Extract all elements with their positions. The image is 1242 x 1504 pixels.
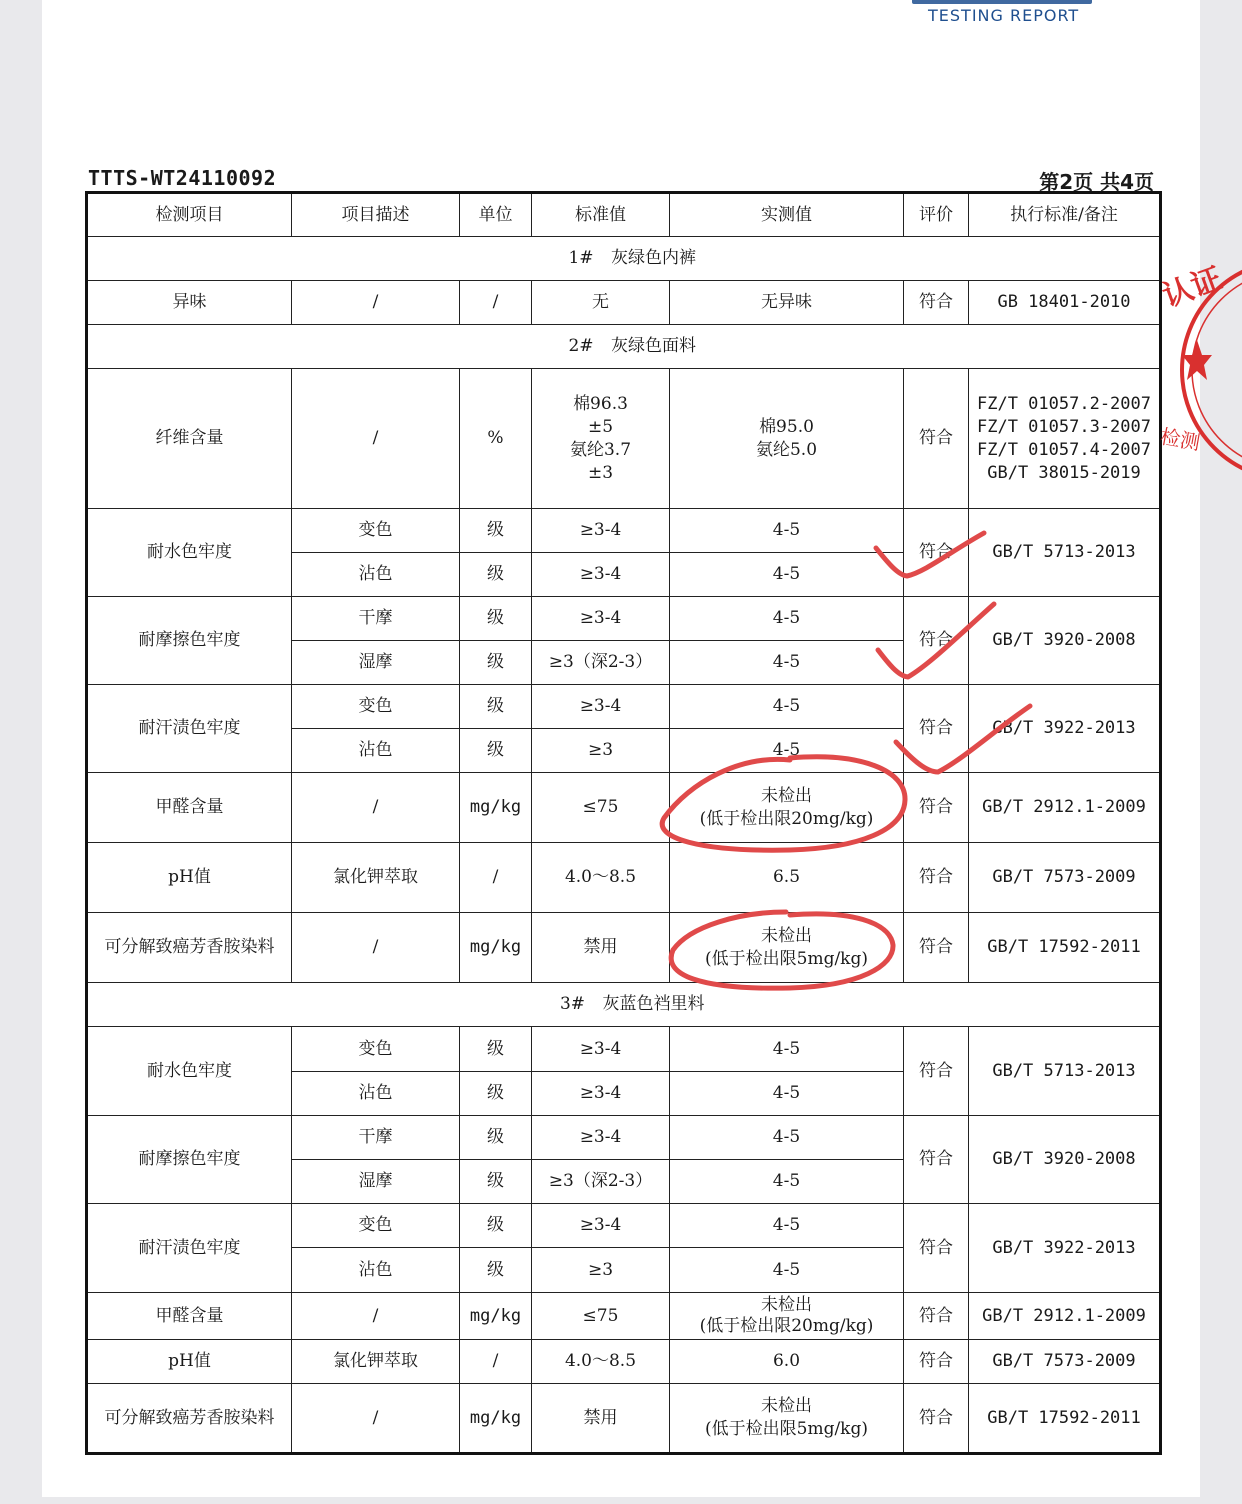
desc-cell: 沾色	[292, 553, 460, 597]
table-row	[87, 1293, 1161, 1340]
ref-cell: GB/T 3920-2008	[969, 597, 1161, 685]
eval-cell: 符合	[904, 1027, 969, 1116]
eval-cell: 符合	[904, 1340, 969, 1384]
std-cell: ≥3-4	[532, 1204, 670, 1248]
header-cell: 评价	[904, 193, 969, 237]
measured-cell: 无异味	[670, 281, 904, 325]
desc-cell: /	[292, 913, 460, 983]
item-cell: 异味	[87, 281, 292, 325]
item-cell: 耐汗渍色牢度	[87, 685, 292, 773]
header-cell: 项目描述	[292, 193, 460, 237]
desc-cell: 变色	[292, 685, 460, 729]
item-cell: 耐摩擦色牢度	[87, 1116, 292, 1204]
std-cell: ≤75	[532, 773, 670, 843]
table-row	[87, 1027, 1161, 1072]
ref-cell: GB/T 17592-2011	[969, 913, 1161, 983]
item-cell: 耐汗渍色牢度	[87, 1204, 292, 1293]
measured-line: (低于检出限5mg/kg)	[705, 948, 868, 969]
ref-cell: GB/T 5713-2013	[969, 1027, 1161, 1116]
std-cell: 4.0～8.5	[532, 843, 670, 913]
table-row	[87, 1116, 1161, 1160]
ref-line: FZ/T 01057.2-2007	[977, 393, 1151, 414]
measured-cell: 4-5	[670, 1116, 904, 1160]
section-row	[87, 237, 1161, 281]
item-cell: 纤维含量	[87, 369, 292, 509]
eval-cell: 符合	[904, 1384, 969, 1454]
section-number: 2#	[568, 336, 594, 356]
std-cell: 禁用	[532, 1384, 670, 1454]
page-indicator: 第2页 共4页	[1039, 170, 1154, 194]
item-cell: 甲醛含量	[87, 773, 292, 843]
measured-line: (低于检出限20mg/kg)	[699, 808, 874, 829]
desc-cell: 变色	[292, 509, 460, 553]
svg-text:检测: 检测	[1158, 424, 1203, 455]
desc-cell: /	[292, 1384, 460, 1454]
measured-cell: 6.0	[670, 1340, 904, 1384]
std-line: 氨纶3.7	[569, 439, 632, 460]
desc-cell: 氯化钾萃取	[292, 843, 460, 913]
brand-subtitle: TESTING REPORT	[928, 6, 1080, 25]
section-number: 1#	[568, 248, 594, 268]
measured-cell: 4-5	[670, 553, 904, 597]
unit-cell: 级	[460, 1116, 532, 1160]
std-cell: 禁用	[532, 913, 670, 983]
section-number: 3#	[559, 994, 586, 1014]
section-name: 灰蓝色裆里料	[602, 994, 705, 1014]
measured-cell: 4-5	[670, 1248, 904, 1293]
table-row	[87, 913, 1161, 983]
measured-cell	[670, 913, 904, 983]
unit-cell: 级	[460, 1027, 532, 1072]
measured-cell: 4-5	[670, 1204, 904, 1248]
desc-cell: 沾色	[292, 1072, 460, 1116]
unit-cell: mg/kg	[460, 1293, 532, 1340]
measured-cell	[670, 369, 904, 509]
ref-cell: GB/T 3922-2013	[969, 685, 1161, 773]
measured-line: 棉95.0	[759, 416, 814, 437]
std-cell: ≥3-4	[532, 553, 670, 597]
measured-cell: 6.5	[670, 843, 904, 913]
unit-cell: 级	[460, 729, 532, 773]
desc-cell: 湿摩	[292, 1160, 460, 1204]
desc-cell: 变色	[292, 1027, 460, 1072]
std-cell: ≤75	[532, 1293, 670, 1340]
ref-cell: GB/T 7573-2009	[969, 843, 1161, 913]
unit-cell: 级	[460, 553, 532, 597]
std-line: ±5	[587, 416, 614, 437]
ref-line: FZ/T 01057.3-2007	[977, 416, 1151, 437]
section-name: 灰绿色面料	[611, 336, 696, 356]
ref-cell	[969, 369, 1161, 509]
item-cell: pH值	[87, 843, 292, 913]
table-row	[87, 773, 1161, 843]
desc-cell: 湿摩	[292, 641, 460, 685]
ref-line: FZ/T 01057.4-2007	[977, 439, 1151, 460]
measured-cell: 4-5	[670, 1027, 904, 1072]
eval-cell: 符合	[904, 509, 969, 597]
unit-cell: 级	[460, 1204, 532, 1248]
eval-cell: 符合	[904, 281, 969, 325]
measured-cell: 4-5	[670, 685, 904, 729]
item-cell: 可分解致癌芳香胺染料	[87, 913, 292, 983]
table-row	[87, 843, 1161, 913]
desc-cell: 沾色	[292, 1248, 460, 1293]
unit-cell: mg/kg	[460, 1384, 532, 1454]
unit-cell: /	[460, 843, 532, 913]
report-number: TTTS-WT24110092	[88, 166, 277, 190]
section-row	[87, 325, 1161, 369]
measured-cell	[670, 773, 904, 843]
measured-cell: 4-5	[670, 597, 904, 641]
table-row	[87, 597, 1161, 641]
std-cell: ≥3-4	[532, 685, 670, 729]
std-cell: ≥3	[532, 729, 670, 773]
unit-cell: /	[460, 281, 532, 325]
measured-cell: 4-5	[670, 1160, 904, 1204]
eval-cell: 符合	[904, 843, 969, 913]
table-row	[87, 1204, 1161, 1248]
measured-cell	[670, 1384, 904, 1454]
measured-cell	[670, 1293, 904, 1340]
table-row	[87, 509, 1161, 553]
measured-line: (低于检出限20mg/kg)	[699, 1316, 874, 1336]
eval-cell: 符合	[904, 369, 969, 509]
table-row	[87, 1384, 1161, 1454]
measured-line: 未检出	[761, 785, 812, 806]
std-cell: ≥3	[532, 1248, 670, 1293]
std-cell: ≥3-4	[532, 597, 670, 641]
measured-cell: 4-5	[670, 1072, 904, 1116]
item-cell: 可分解致癌芳香胺染料	[87, 1384, 292, 1454]
header-cell: 检测项目	[87, 193, 292, 237]
std-cell	[532, 369, 670, 509]
ref-cell: GB/T 2912.1-2009	[969, 1293, 1161, 1340]
desc-cell: 干摩	[292, 1116, 460, 1160]
item-cell: 耐水色牢度	[87, 509, 292, 597]
desc-cell: /	[292, 773, 460, 843]
eval-cell: 符合	[904, 1116, 969, 1204]
unit-cell: mg/kg	[460, 773, 532, 843]
unit-cell: 级	[460, 597, 532, 641]
item-cell: 耐水色牢度	[87, 1027, 292, 1116]
section-row	[87, 983, 1161, 1027]
item-cell: pH值	[87, 1340, 292, 1384]
header-cell: 实测值	[670, 193, 904, 237]
test-results-table	[85, 191, 1162, 1455]
unit-cell: 级	[460, 509, 532, 553]
unit-cell: mg/kg	[460, 913, 532, 983]
std-cell: ≥3-4	[532, 1116, 670, 1160]
table-row	[87, 685, 1161, 729]
table-header-row	[87, 193, 1161, 237]
table-row	[87, 369, 1161, 509]
ref-cell: GB/T 3920-2008	[969, 1116, 1161, 1204]
header-cell: 标准值	[532, 193, 670, 237]
measured-cell: 4-5	[670, 729, 904, 773]
desc-cell: /	[292, 1293, 460, 1340]
measured-line: 氨纶5.0	[755, 439, 818, 460]
std-cell: ≥3（深2-3）	[532, 1160, 670, 1204]
ref-line: GB/T 38015-2019	[987, 462, 1141, 483]
std-cell: 4.0～8.5	[532, 1340, 670, 1384]
desc-cell: 沾色	[292, 729, 460, 773]
unit-cell: %	[460, 369, 532, 509]
std-cell: ≥3-4	[532, 1027, 670, 1072]
svg-text:认证: 认证	[1158, 261, 1227, 315]
header-cell: 执行标准/备注	[969, 193, 1161, 237]
measured-line: 未检出	[761, 1295, 812, 1315]
unit-cell: /	[460, 1340, 532, 1384]
unit-cell: 级	[460, 1160, 532, 1204]
std-cell: ≥3-4	[532, 1072, 670, 1116]
eval-cell: 符合	[904, 685, 969, 773]
ref-cell: GB/T 3922-2013	[969, 1204, 1161, 1293]
table-row	[87, 1340, 1161, 1384]
eval-cell: 符合	[904, 773, 969, 843]
header-cell: 单位	[460, 193, 532, 237]
desc-cell: 干摩	[292, 597, 460, 641]
ref-cell: GB/T 2912.1-2009	[969, 773, 1161, 843]
measured-line: 未检出	[761, 925, 812, 946]
desc-cell: /	[292, 281, 460, 325]
item-cell: 耐摩擦色牢度	[87, 597, 292, 685]
measured-cell: 4-5	[670, 509, 904, 553]
std-line: ±3	[587, 462, 614, 483]
unit-cell: 级	[460, 685, 532, 729]
measured-cell: 4-5	[670, 641, 904, 685]
std-line: 棉96.3	[573, 393, 628, 414]
std-cell: 无	[532, 281, 670, 325]
item-cell: 甲醛含量	[87, 1293, 292, 1340]
unit-cell: 级	[460, 1072, 532, 1116]
eval-cell: 符合	[904, 1204, 969, 1293]
measured-line: 未检出	[761, 1396, 812, 1416]
unit-cell: 级	[460, 641, 532, 685]
table-row	[87, 281, 1161, 325]
ref-cell: GB/T 5713-2013	[969, 509, 1161, 597]
std-cell: ≥3-4	[532, 509, 670, 553]
measured-line: (低于检出限5mg/kg)	[705, 1419, 868, 1439]
eval-cell: 符合	[904, 1293, 969, 1340]
ref-cell: GB/T 7573-2009	[969, 1340, 1161, 1384]
ref-cell: GB 18401-2010	[969, 281, 1161, 325]
desc-cell: 变色	[292, 1204, 460, 1248]
eval-cell: 符合	[904, 913, 969, 983]
std-cell: ≥3（深2-3）	[532, 641, 670, 685]
eval-cell: 符合	[904, 597, 969, 685]
ref-cell: GB/T 17592-2011	[969, 1384, 1161, 1454]
unit-cell: 级	[460, 1248, 532, 1293]
brand-logo-fragment	[912, 0, 1092, 4]
section-name: 灰绿色内裤	[611, 248, 696, 268]
desc-cell: /	[292, 369, 460, 509]
desc-cell: 氯化钾萃取	[292, 1340, 460, 1384]
